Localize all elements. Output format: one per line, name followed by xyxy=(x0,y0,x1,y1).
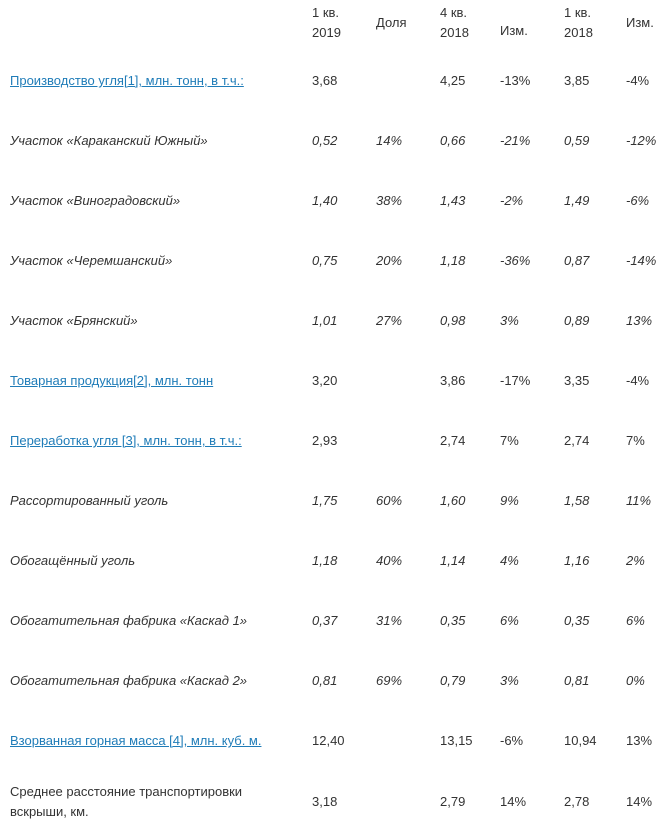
row-label-cell xyxy=(0,651,310,711)
cell-share: 27% xyxy=(376,313,403,328)
cell-share xyxy=(376,711,440,771)
cell-change-q1: 13% xyxy=(626,733,653,748)
cell-q1-2018: 0,87 xyxy=(564,253,590,268)
table-body xyxy=(0,51,671,833)
cell-change-q4: -17% xyxy=(500,373,531,388)
row-label: Участок «Брянский» xyxy=(10,313,138,328)
table-row xyxy=(0,531,671,591)
header-q1-2018 xyxy=(564,0,626,51)
table-row xyxy=(0,771,671,833)
cell-change-q1: 7% xyxy=(626,433,645,448)
cell-share: 38% xyxy=(376,193,403,208)
cell-q1-2018: 10,94 xyxy=(564,733,597,748)
cell-share xyxy=(376,411,440,471)
cell-q1-2018: 0,59 xyxy=(564,133,590,148)
cell-share xyxy=(376,351,440,411)
row-label-cell xyxy=(0,531,310,591)
header-q1-2019-line2: 2019 xyxy=(312,25,341,40)
row-label-cell xyxy=(0,351,310,411)
cell-q1-2018: 2,74 xyxy=(564,433,590,448)
cell-q1-2018: 1,16 xyxy=(564,553,590,568)
row-label-link[interactable]: Производство угля[1], млн. тонн, в т.ч.: xyxy=(10,73,244,88)
header-share-label: Доля xyxy=(376,15,407,30)
cell-q1-2018: 3,85 xyxy=(564,73,590,88)
row-label-cell xyxy=(0,471,310,531)
header-q4-2018-line2: 2018 xyxy=(440,25,469,40)
cell-q1-2018: 0,81 xyxy=(564,673,590,688)
cell-q1-2019: 0,81 xyxy=(312,673,338,688)
cell-q4-2018: 13,15 xyxy=(440,733,473,748)
cell-q1-2018: 2,78 xyxy=(564,794,590,809)
cell-q4-2018: 0,35 xyxy=(440,613,466,628)
cell-change-q4: 14% xyxy=(500,794,527,809)
row-label: Обогащённый уголь xyxy=(10,553,136,568)
cell-q1-2018: 1,58 xyxy=(564,493,590,508)
cell-share xyxy=(376,771,440,833)
row-label-cell xyxy=(0,771,310,833)
row-label-cell xyxy=(0,231,310,291)
row-label-cell xyxy=(0,711,310,771)
table-row xyxy=(0,231,671,291)
cell-q1-2019: 2,93 xyxy=(312,433,338,448)
cell-q4-2018: 0,98 xyxy=(440,313,466,328)
header-change-2 xyxy=(626,0,671,51)
cell-share: 60% xyxy=(376,493,403,508)
row-label: Обогатительная фабрика «Каскад 2» xyxy=(10,673,248,688)
header-label-cell xyxy=(0,0,310,51)
cell-share: 31% xyxy=(376,613,403,628)
header-q4-2018 xyxy=(440,0,500,51)
cell-change-q1: 13% xyxy=(626,313,653,328)
cell-q1-2019: 12,40 xyxy=(312,733,345,748)
cell-change-q1: 6% xyxy=(626,613,645,628)
header-change-2-label: Изм. xyxy=(626,15,654,30)
row-label-cell xyxy=(0,291,310,351)
row-label-cell xyxy=(0,591,310,651)
cell-share: 14% xyxy=(376,133,403,148)
header-q1-2018-line2: 2018 xyxy=(564,25,593,40)
cell-q1-2018: 3,35 xyxy=(564,373,590,388)
row-label: Среднее расстояние транспортировки вскрыши, км. xyxy=(10,784,243,819)
cell-change-q1: 2% xyxy=(626,553,645,568)
cell-q1-2019: 3,18 xyxy=(312,794,338,809)
cell-q1-2019: 3,20 xyxy=(312,373,338,388)
table-header-row xyxy=(0,0,671,51)
header-share xyxy=(376,0,440,51)
cell-q1-2019: 3,68 xyxy=(312,73,338,88)
cell-change-q1: -12% xyxy=(626,133,657,148)
cell-change-q4: 4% xyxy=(500,553,519,568)
header-change-1 xyxy=(500,0,564,51)
cell-q4-2018: 3,86 xyxy=(440,373,466,388)
header-q1-2019-line1: 1 кв. xyxy=(312,5,340,20)
cell-change-q4: -21% xyxy=(500,133,531,148)
cell-change-q4: -13% xyxy=(500,73,531,88)
cell-q1-2019: 1,18 xyxy=(312,553,338,568)
cell-change-q4: 9% xyxy=(500,493,519,508)
row-label: Обогатительная фабрика «Каскад 1» xyxy=(10,613,248,628)
row-label-cell xyxy=(0,411,310,471)
row-label: Участок «Виноградовский» xyxy=(10,193,181,208)
cell-q4-2018: 1,43 xyxy=(440,193,466,208)
cell-share: 69% xyxy=(376,673,403,688)
row-label-cell xyxy=(0,111,310,171)
row-label-link[interactable]: Взорванная горная масса [4], млн. куб. м. xyxy=(10,733,262,748)
header-q4-2018-line1: 4 кв. xyxy=(440,5,468,20)
table-row xyxy=(0,111,671,171)
cell-q4-2018: 1,14 xyxy=(440,553,466,568)
cell-q4-2018: 1,60 xyxy=(440,493,466,508)
cell-change-q1: 0% xyxy=(626,673,645,688)
cell-change-q1: -4% xyxy=(626,373,650,388)
cell-change-q4: 3% xyxy=(500,673,519,688)
row-label-cell xyxy=(0,171,310,231)
cell-share: 40% xyxy=(376,553,403,568)
table-row xyxy=(0,351,671,411)
header-q1-2019 xyxy=(310,0,376,51)
row-label: Рассортированный уголь xyxy=(10,493,169,508)
header-change-1-label: Изм. xyxy=(500,23,528,38)
table-row xyxy=(0,471,671,531)
table-row xyxy=(0,591,671,651)
cell-change-q1: -6% xyxy=(626,193,650,208)
row-label: Участок «Караканский Южный» xyxy=(10,133,208,148)
row-label-cell xyxy=(0,51,310,111)
cell-q4-2018: 2,74 xyxy=(440,433,466,448)
cell-q1-2018: 0,89 xyxy=(564,313,590,328)
cell-change-q1: -4% xyxy=(626,73,650,88)
cell-q1-2018: 0,35 xyxy=(564,613,590,628)
cell-change-q1: -14% xyxy=(626,253,657,268)
cell-q4-2018: 4,25 xyxy=(440,73,466,88)
cell-q1-2019: 0,75 xyxy=(312,253,338,268)
table-row xyxy=(0,291,671,351)
cell-change-q4: -36% xyxy=(500,253,531,268)
cell-share xyxy=(376,51,440,111)
cell-change-q1: 11% xyxy=(626,493,652,508)
table-row xyxy=(0,171,671,231)
cell-change-q4: -2% xyxy=(500,193,524,208)
cell-q1-2018: 1,49 xyxy=(564,193,590,208)
table-row xyxy=(0,651,671,711)
cell-q1-2019: 0,52 xyxy=(312,133,338,148)
cell-change-q4: -6% xyxy=(500,733,524,748)
row-label: Участок «Черемшанский» xyxy=(10,253,173,268)
cell-q4-2018: 1,18 xyxy=(440,253,466,268)
cell-q1-2019: 0,37 xyxy=(312,613,338,628)
cell-q4-2018: 0,79 xyxy=(440,673,466,688)
cell-q1-2019: 1,75 xyxy=(312,493,338,508)
table-row xyxy=(0,711,671,771)
table-row xyxy=(0,51,671,111)
cell-q1-2019: 1,40 xyxy=(312,193,338,208)
cell-change-q4: 6% xyxy=(500,613,519,628)
cell-share: 20% xyxy=(376,253,403,268)
cell-change-q1: 14% xyxy=(626,794,653,809)
row-label-link[interactable]: Переработка угля [3], млн. тонн, в т.ч.: xyxy=(10,433,242,448)
cell-q1-2019: 1,01 xyxy=(312,313,338,328)
table-row xyxy=(0,411,671,471)
cell-q4-2018: 0,66 xyxy=(440,133,466,148)
cell-change-q4: 7% xyxy=(500,433,519,448)
row-label-link[interactable]: Товарная продукция[2], млн. тонн xyxy=(10,373,214,388)
header-q1-2018-line1: 1 кв. xyxy=(564,5,592,20)
cell-q4-2018: 2,79 xyxy=(440,794,466,809)
cell-change-q4: 3% xyxy=(500,313,519,328)
